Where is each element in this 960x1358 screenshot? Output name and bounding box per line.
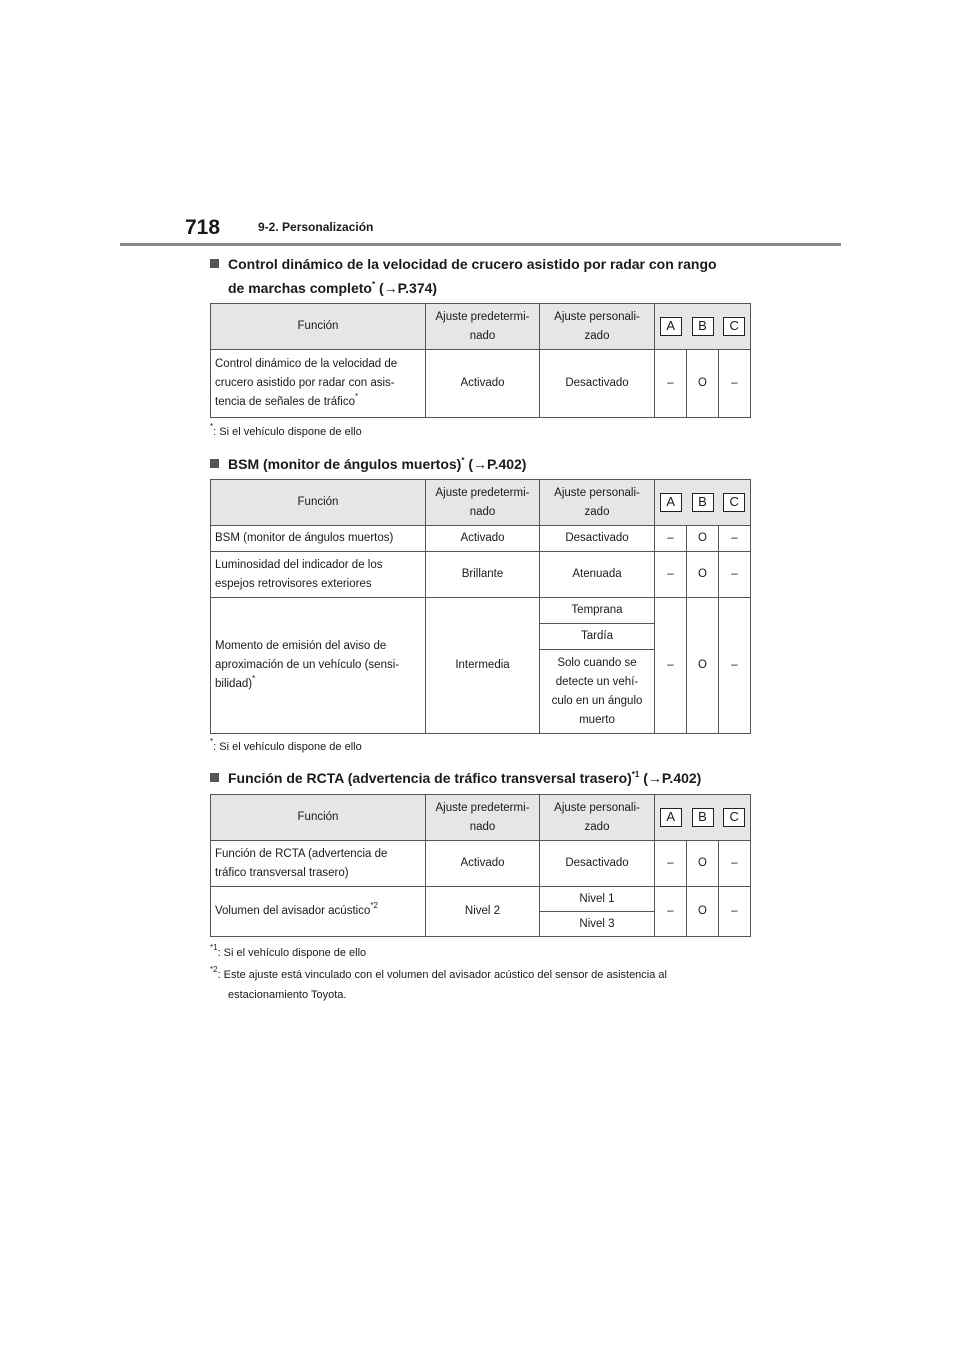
col-funcion: Función	[211, 304, 426, 350]
header-rule	[120, 243, 841, 246]
col-default: Ajuste predetermi- nado	[426, 304, 540, 350]
section-heading-acc: Control dinámico de la velocidad de crucero asistido por radar con rango de marchas completo* (→P.374)	[210, 252, 770, 300]
square-bullet-icon	[210, 259, 219, 268]
square-bullet-icon	[210, 459, 219, 468]
table-row: Luminosidad del indicador de los espejos retrovisores exteriores Brillante Atenuada – O –	[211, 552, 751, 598]
col-c	[719, 480, 751, 526]
settings-table-rcta	[210, 794, 751, 937]
letter-c-icon: C	[723, 808, 745, 827]
footnote: $^{*1}$: Si el vehículo dispone de ello	[210, 943, 367, 959]
letter-b-icon: B	[692, 317, 714, 336]
table-row: Solo cuando se detecte un vehí- culo en un ángulo muerto	[211, 650, 751, 734]
section-heading-rcta: Función de RCTA (advertencia de tráfico transversal trasero)$^{*1}$ (→P.402)	[210, 766, 770, 790]
table-header-row	[211, 480, 751, 526]
col-default: Ajuste predetermi- nado	[426, 480, 540, 526]
table-row: Tardía	[211, 624, 751, 650]
col-custom: Ajuste personali- zado	[540, 480, 655, 526]
letter-b-icon: B	[692, 493, 714, 512]
col-b	[687, 304, 719, 350]
letter-a-icon: A	[660, 317, 682, 336]
col-c	[719, 795, 751, 841]
square-bullet-icon	[210, 773, 219, 782]
page-number: 718	[185, 216, 221, 239]
footnote: *: Si el vehículo dispone de ello	[210, 422, 362, 438]
letter-c-icon: C	[723, 493, 745, 512]
col-default: Ajuste predetermi- nado	[426, 795, 540, 841]
col-funcion: Función	[211, 480, 426, 526]
section-heading-bsm: BSM (monitor de ángulos muertos)* (→P.402)	[210, 452, 770, 476]
col-custom: Ajuste personali- zado	[540, 795, 655, 841]
footnote: *: Si el vehículo dispone de ello	[210, 737, 362, 753]
col-funcion: Función	[211, 795, 426, 841]
table-row: Nivel 3	[211, 912, 751, 937]
table-header-row	[211, 795, 751, 841]
table-row: Función de RCTA (advertencia de tráfico transversal trasero) Activado Desactivado – O –	[211, 841, 751, 887]
col-c	[719, 304, 751, 350]
table-row: Volumen del avisador acústico$^{*2}$ Nivel 2 Nivel 1 – O –	[211, 887, 751, 912]
footnote: $^{*2}$: Este ajuste está vinculado con el volumen del avisador acústico del sensor de asistencia al estacionamiento Toyota.	[210, 965, 667, 1001]
letter-a-icon: A	[660, 808, 682, 827]
letter-c-icon: C	[723, 317, 745, 336]
table-row: BSM (monitor de ángulos muertos) Activado Desactivado – O –	[211, 526, 751, 552]
col-b	[687, 795, 719, 841]
table-header-row	[211, 304, 751, 350]
letter-a-icon: A	[660, 493, 682, 512]
col-custom: Ajuste personali- zado	[540, 304, 655, 350]
col-b	[687, 480, 719, 526]
chapter-title: 9-2. Personalización	[258, 220, 374, 234]
letter-b-icon: B	[692, 808, 714, 827]
table-row: Control dinámico de la velocidad de crucero asistido por radar con asis- tencia de señales de tráfico* Activado Desactivado – O –	[211, 350, 751, 418]
col-a	[655, 480, 687, 526]
table-row: Momento de emisión del aviso de aproximación de un vehículo (sensi- bilidad)* Intermedia Temprana – O –	[211, 598, 751, 624]
settings-table-acc	[210, 303, 751, 418]
col-a	[655, 304, 687, 350]
col-a	[655, 795, 687, 841]
settings-table-bsm	[210, 479, 751, 734]
